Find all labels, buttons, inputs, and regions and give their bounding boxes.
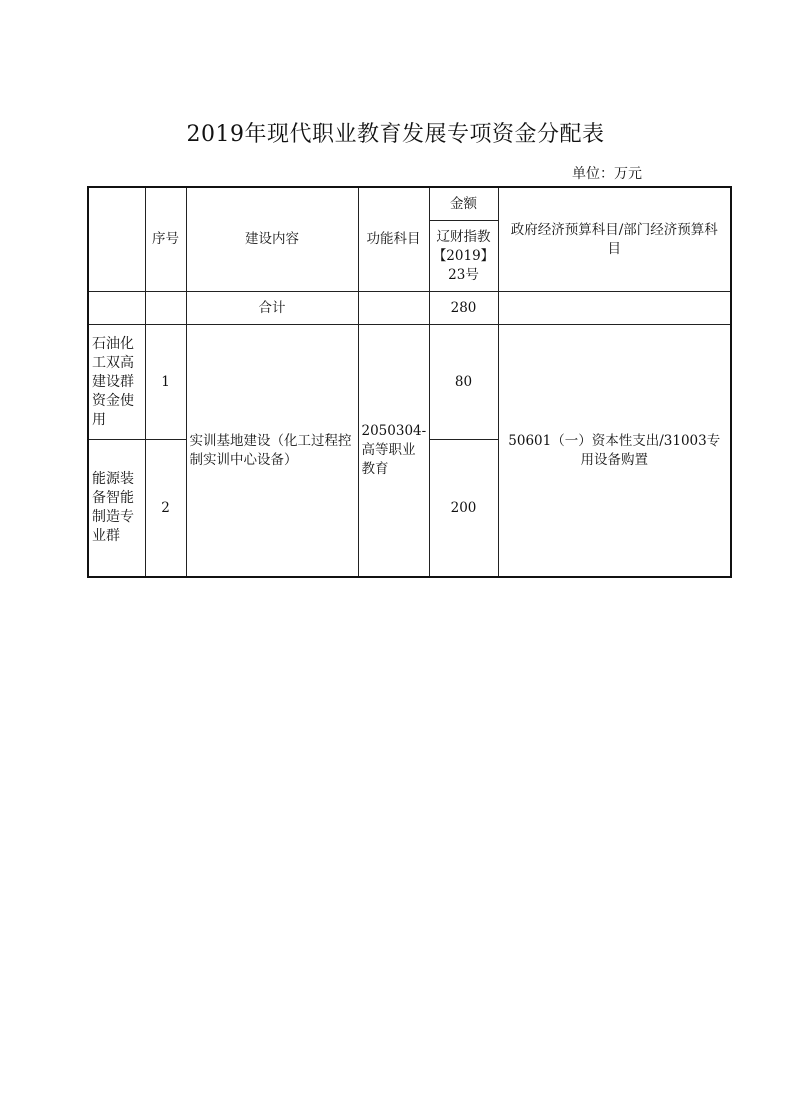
row-amount: 200 xyxy=(429,440,498,578)
total-label: 合计 xyxy=(186,292,358,325)
header-content: 建设内容 xyxy=(186,187,358,292)
row-group: 能源装备智能制造专业群 xyxy=(88,440,145,578)
total-row xyxy=(88,292,731,325)
row-function: 2050304-高等职业教育 xyxy=(358,325,429,578)
row-amount: 80 xyxy=(429,325,498,440)
total-blank-a xyxy=(88,292,145,325)
row-seq: 2 xyxy=(145,440,186,578)
table-row xyxy=(88,325,731,440)
page-title: 2019年现代职业教育发展专项资金分配表 xyxy=(186,122,605,147)
row-econ: 50601（一）资本性支出/31003专用设备购置 xyxy=(498,325,731,578)
header-seq: 序号 xyxy=(145,187,186,292)
total-amount: 280 xyxy=(429,292,498,325)
row-content: 实训基地建设（化工过程控制实训中心设备） xyxy=(186,325,358,578)
total-blank-b xyxy=(145,292,186,325)
header-blank xyxy=(88,187,145,292)
unit-label: 单位：万元 xyxy=(572,166,642,182)
total-blank-c xyxy=(358,292,429,325)
header-row xyxy=(88,187,731,221)
header-function: 功能科目 xyxy=(358,187,429,292)
row-seq: 1 xyxy=(145,325,186,440)
allocation-table xyxy=(87,186,732,578)
header-amount: 金额 xyxy=(429,187,498,221)
row-group: 石油化工双高建设群资金使用 xyxy=(88,325,145,440)
header-amount-sub: 辽财指教【2019】23号 xyxy=(429,221,498,292)
total-blank-d xyxy=(498,292,731,325)
header-econ: 政府经济预算科目/部门经济预算科目 xyxy=(498,187,731,292)
